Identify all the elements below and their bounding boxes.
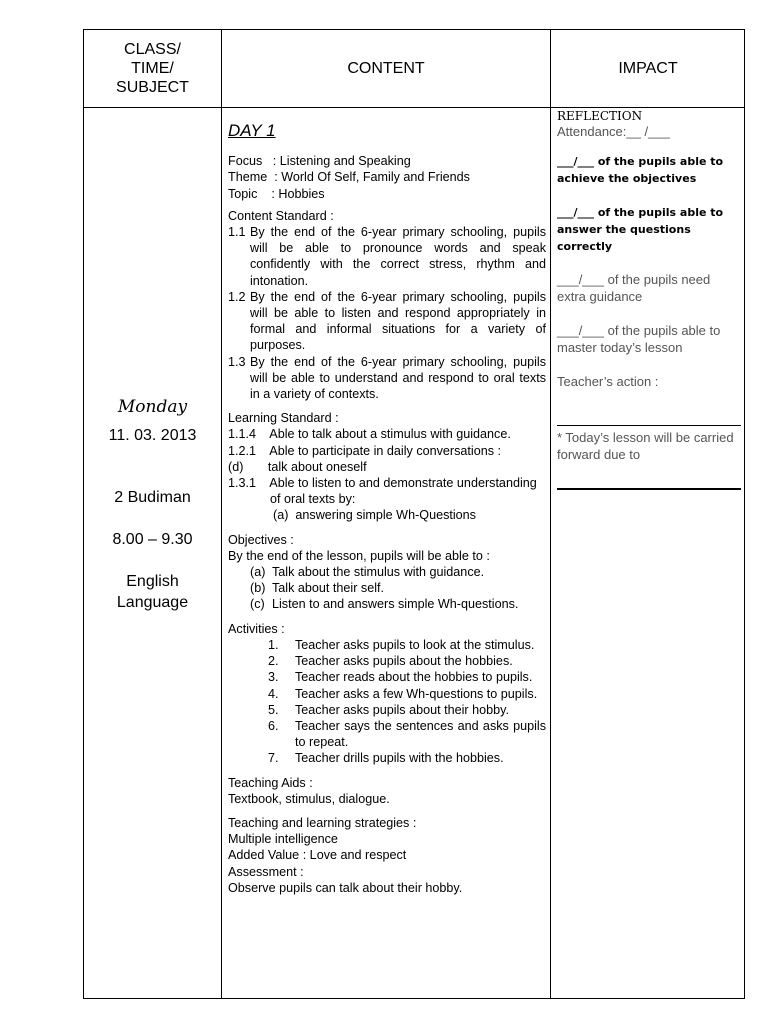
assessment: Observe pupils can talk about their hobby. <box>228 880 463 895</box>
content-standard-item <box>228 354 546 403</box>
activity-item <box>228 718 546 750</box>
header-class-time-subject: CLASS/ TIME/ SUBJECT <box>116 41 189 96</box>
learning-standard-line: of oral texts by: <box>270 492 356 507</box>
strategies-title: Teaching and learning strategies : <box>228 815 417 830</box>
objectives-title: Objectives : <box>228 532 294 547</box>
class-name: 2 Budiman <box>114 489 191 506</box>
header-impact: IMPACT <box>618 60 678 77</box>
learning-standard-line: 1.3.1 Able to listen to and demonstrate understanding <box>228 476 537 491</box>
day-name: Monday <box>117 397 188 417</box>
impact-cell <box>557 107 742 998</box>
item-number: (b) <box>250 581 266 596</box>
carried-forward-note: * Today’s lesson will be carried forward due to <box>557 430 734 462</box>
item-number: 5. <box>268 702 279 717</box>
subject-line-1: English <box>126 573 179 590</box>
lesson-plan-table <box>83 29 745 999</box>
learning-standard-line: (a) answering simple Wh-Questions <box>273 508 476 523</box>
lesson-time: 8.00 – 9.30 <box>112 531 193 548</box>
objective-item <box>228 564 546 580</box>
content-standard-item <box>228 224 546 289</box>
teacher-action-label: Teacher’s action : <box>557 374 659 389</box>
achieve-objectives-line: ___/___ of the pupils able to achieve the objectives <box>557 155 724 185</box>
learning-standard-line: 1.2.1 Able to participate in daily conversations : <box>228 443 502 458</box>
learning-standard-title: Learning Standard : <box>228 411 339 426</box>
day-title: DAY 1 <box>228 121 276 140</box>
added-value: Added Value : Love and respect <box>228 848 407 863</box>
content-standard-title: Content Standard : <box>228 208 334 223</box>
activity-item <box>228 637 546 653</box>
answer-correctly-line: ___/___ of the pupils able to answer the questions correctly <box>557 206 724 253</box>
item-text: Teacher asks pupils to look at the stimulus. <box>295 637 535 652</box>
content-cell <box>228 107 546 998</box>
reason-line <box>557 488 741 490</box>
learning-standard-line: (d) talk about oneself <box>228 459 367 474</box>
activity-item <box>228 653 546 669</box>
item-text: Listen to and answers simple Wh-questions. <box>272 597 519 612</box>
item-number: (c) <box>250 597 265 612</box>
item-text: Teacher asks pupils about the hobbies. <box>295 654 513 669</box>
item-number: 1.2 <box>228 289 246 304</box>
column-divider <box>221 30 222 998</box>
item-text: Teacher drills pupils with the hobbies. <box>295 751 504 766</box>
item-number: 1. <box>268 637 279 652</box>
column-divider <box>550 30 551 998</box>
master-lesson-line: ___/___ of the pupils able to master today’s lesson <box>557 323 721 355</box>
teaching-aids: Textbook, stimulus, dialogue. <box>228 791 390 806</box>
item-number: 3. <box>268 670 279 685</box>
item-number: 1.1 <box>228 225 246 240</box>
activities-title: Activities : <box>228 621 285 636</box>
lesson-date: 11. 03. 2013 <box>108 427 197 444</box>
item-text: By the end of the 6-year primary schooling, pupils will be able to listen and respond appropriately in formal and informal situations for a variety of purposes. <box>250 289 546 353</box>
item-text: Talk about their self. <box>272 581 385 596</box>
activity-item <box>228 750 546 766</box>
class-time-subject-cell <box>84 107 221 998</box>
objective-item <box>228 580 546 596</box>
item-text: Teacher reads about the hobbies to pupils. <box>295 670 533 685</box>
subject-line-2: Language <box>116 594 189 611</box>
teaching-aids-title: Teaching Aids : <box>228 775 313 790</box>
header-content: CONTENT <box>347 60 425 77</box>
item-number: 1.3 <box>228 354 246 369</box>
assessment-title: Assessment : <box>228 864 304 879</box>
theme-line: Theme : World Of Self, Family and Friends <box>228 170 470 185</box>
activity-item <box>228 669 546 685</box>
extra-guidance-line: ___/___ of the pupils need extra guidance <box>557 272 711 304</box>
item-number: (a) <box>250 565 266 580</box>
objectives-intro: By the end of the lesson, pupils will be able to : <box>228 548 490 563</box>
item-text: Teacher says the sentences and asks pupils to repeat. <box>295 718 546 750</box>
activity-item <box>228 686 546 702</box>
reflection-title: REFLECTION <box>557 109 643 123</box>
item-number: 2. <box>268 654 279 669</box>
item-text: Teacher asks pupils about their hobby. <box>295 702 509 717</box>
attendance-line: Attendance:__ /___ <box>557 124 670 139</box>
item-number: 6. <box>268 718 279 733</box>
strategies: Multiple intelligence <box>228 832 338 847</box>
activity-item <box>228 702 546 718</box>
item-number: 7. <box>268 751 279 766</box>
item-number: 4. <box>268 686 279 701</box>
content-standard-item <box>228 289 546 354</box>
item-text: Talk about the stimulus with guidance. <box>272 565 485 580</box>
item-text: By the end of the 6-year primary schooling, pupils will be able to understand and respond to oral texts in a variety of contexts. <box>250 354 546 402</box>
objective-item <box>228 596 546 612</box>
focus-line: Focus : Listening and Speaking <box>228 154 411 169</box>
item-text: By the end of the 6-year primary schooling, pupils will be able to pronounce words and speak confidently with the correct stress, rhythm and intonation. <box>250 225 546 288</box>
item-text: Teacher asks a few Wh-questions to pupils. <box>295 686 538 701</box>
topic-line: Topic : Hobbies <box>228 186 325 201</box>
learning-standard-line: 1.1.4 Able to talk about a stimulus with guidance. <box>228 427 511 442</box>
